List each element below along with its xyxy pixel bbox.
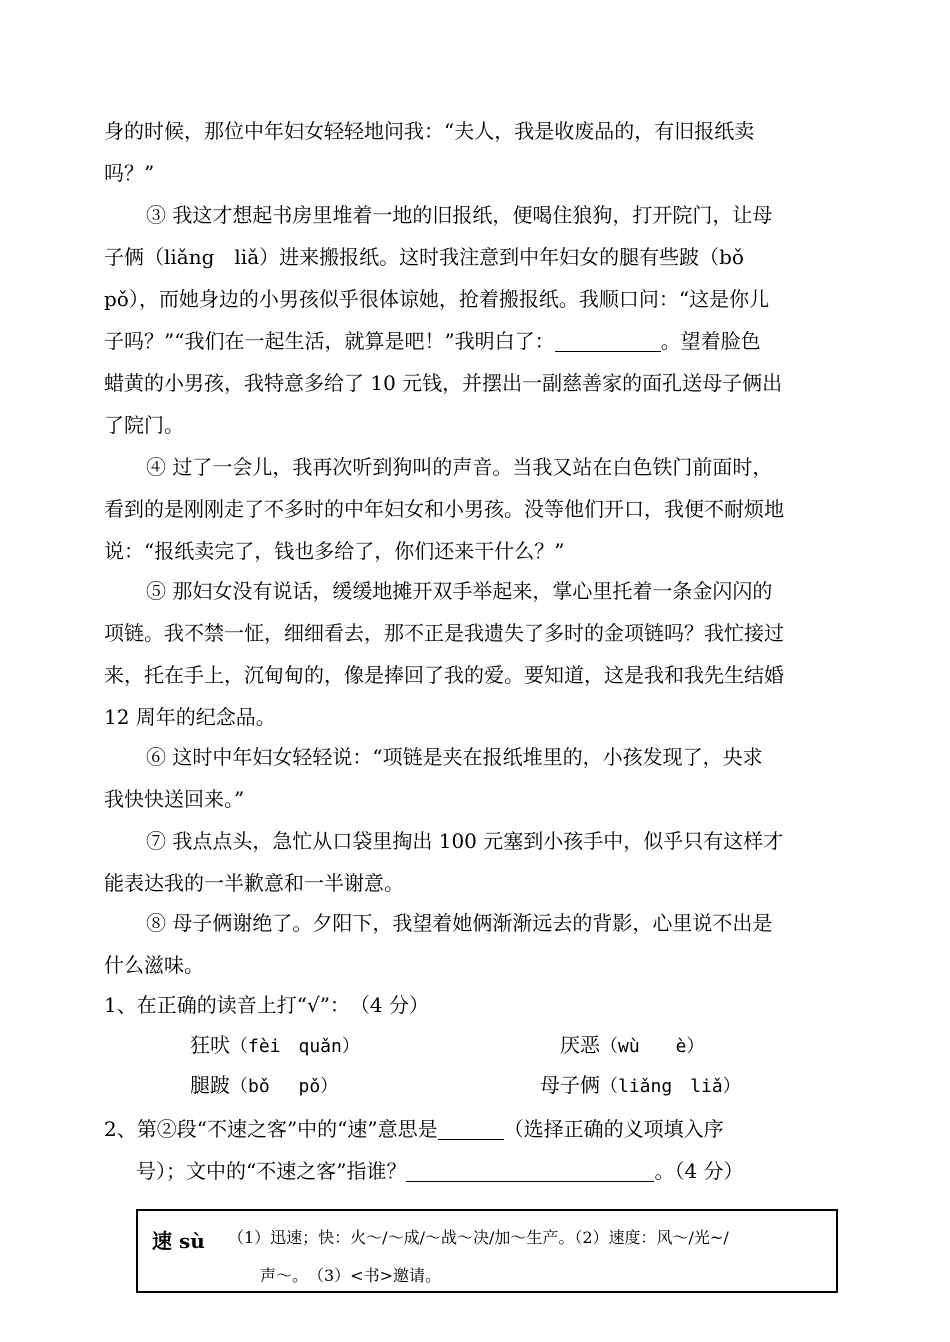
passage-line: 什么滋味。 bbox=[104, 953, 204, 977]
question-1-item[interactable]: 母子俩（liǎng liǎ） bbox=[540, 1070, 741, 1100]
dictionary-headword: 速 sù bbox=[152, 1229, 205, 1253]
passage-line: pǒ），而她身边的小男孩似乎很体谅她，抢着搬报纸。我顺口问：“这是你儿 bbox=[104, 287, 770, 311]
question-2-prompt: 号）；文中的“不速之客”指谁？ 。（4 分） bbox=[136, 1159, 744, 1183]
passage-line: 来，托在手上，沉甸甸的，像是捧回了我的爱。要知道，这是我和我先生结婚 bbox=[104, 663, 784, 687]
answer-blank[interactable] bbox=[406, 1161, 654, 1182]
passage-paragraph-5: ⑤ 那妇女没有说话，缓缓地摊开双手举起来，掌心里托着一条金闪闪的 bbox=[146, 579, 773, 603]
passage-line: 看到的是刚刚走了不多时的中年妇女和小男孩。没等他们开口，我便不耐烦地 bbox=[104, 497, 784, 521]
passage-line: 蜡黄的小男孩，我特意多给了 10 元钱，并摆出一副慈善家的面孔送母子俩出 bbox=[104, 371, 783, 395]
dictionary-definition: （1）迅速；快：火～/～成/～战～决/加～生产。（2）速度：风～/光~/ bbox=[228, 1228, 729, 1247]
passage-line: 说：“报纸卖完了，钱也多给了，你们还来干什么？” bbox=[104, 539, 565, 563]
answer-blank[interactable] bbox=[438, 1119, 504, 1140]
passage-line: 身的时候，那位中年妇女轻轻地问我：“夫人，我是收废品的，有旧报纸卖 bbox=[104, 119, 755, 143]
passage-paragraph-7: ⑦ 我点点头，急忙从口袋里掏出 100 元塞到小孩手中，似乎只有这样才 bbox=[146, 826, 783, 856]
passage-paragraph-8: ⑧ 母子俩谢绝了。夕阳下，我望着她俩渐渐远去的背影，心里说不出是 bbox=[146, 911, 773, 935]
question-1-item[interactable]: 狂吠（fèi quǎn） bbox=[190, 1030, 360, 1060]
question-1-item[interactable]: 厌恶（wù è） bbox=[560, 1030, 705, 1060]
passage-paragraph-4: ④ 过了一会儿，我再次听到狗叫的声音。当我又站在白色铁门前面时， bbox=[146, 455, 773, 479]
dictionary-definition: 声～。 （3）<书>邀请。 bbox=[260, 1266, 441, 1285]
passage-paragraph-3: ③ 我这才想起书房里堆着一地的旧报纸，便喝住狼狗，打开院门，让母 bbox=[146, 203, 773, 227]
answer-blank[interactable] bbox=[555, 331, 661, 352]
question-2-prompt: 2、第②段“不速之客”中的“速”意思是 （选择正确的义项填入序 bbox=[104, 1117, 724, 1141]
passage-line: 项链。我不禁一怔，细细看去，那不正是我遗失了多时的金项链吗？我忙接过 bbox=[104, 621, 784, 645]
passage-line: 子俩（liǎng liǎ）进来搬报纸。这时我注意到中年妇女的腿有些跛（bǒ bbox=[104, 242, 744, 272]
passage-line: 吗？” bbox=[104, 161, 155, 185]
dictionary-box bbox=[136, 1209, 838, 1293]
passage-line: 能表达我的一半歉意和一半谢意。 bbox=[104, 871, 404, 895]
passage-line: 了院门。 bbox=[104, 413, 184, 437]
passage-line: 子吗？”“我们在一起生活，就算是吧！”我明白了： 。望着脸色 bbox=[104, 329, 761, 353]
question-1-prompt: 1、在正确的读音上打“√”： （4 分） bbox=[104, 993, 429, 1017]
passage-line: 我快快送回来。” bbox=[104, 787, 245, 811]
question-1-item[interactable]: 腿跛（bǒ pǒ） bbox=[190, 1070, 338, 1100]
passage-line: 12 周年的纪念品。 bbox=[104, 705, 276, 729]
passage-paragraph-6: ⑥ 这时中年妇女轻轻说：“项链是夹在报纸堆里的，小孩发现了，央求 bbox=[146, 745, 763, 769]
